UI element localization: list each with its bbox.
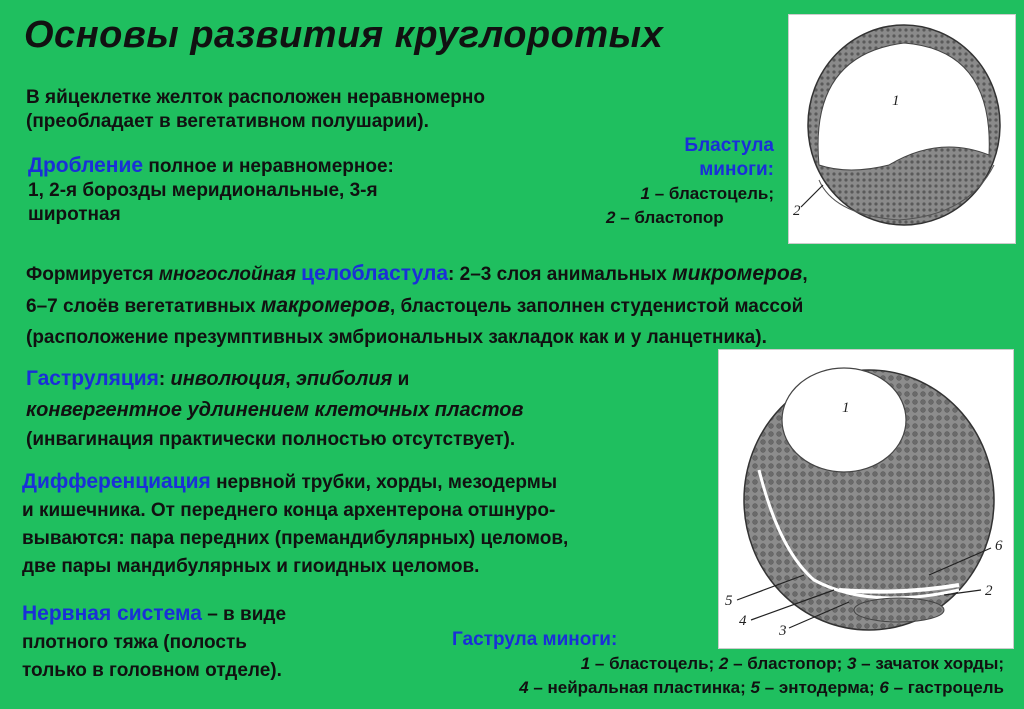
- nervous-line-2: плотного тяжа (полость: [22, 632, 247, 653]
- gc-l1e: 3: [846, 654, 857, 673]
- yolk-paragraph: [26, 86, 485, 134]
- gc-l2e: 6: [879, 678, 889, 697]
- nervous-text-1: – в виде: [201, 604, 287, 625]
- gastrulation-term: Гаструляция: [26, 367, 159, 390]
- gastr-text-4: эпиболия: [295, 368, 393, 390]
- coelo-text-2: многослойная: [158, 264, 296, 285]
- nervous-term: Нервная система: [22, 602, 202, 625]
- gc-l1a: 1: [580, 654, 591, 673]
- page-title: Основы развития круглоротых: [24, 14, 664, 56]
- gastrula-label-2: 2: [985, 583, 993, 599]
- nervous-paragraph: [22, 600, 286, 685]
- gastr-text-3: ,: [285, 369, 296, 390]
- blastula-drawing: [789, 15, 1015, 243]
- blastula-caption-num-2: 2: [606, 208, 616, 227]
- coelo-line2-b: макромеров: [260, 294, 390, 317]
- blastula-caption-text-2: – бластопор: [615, 208, 724, 227]
- blastula-figure: [788, 14, 1016, 244]
- gc-l2b: – нейральная пластинка;: [528, 678, 751, 697]
- blastula-caption: [596, 134, 774, 230]
- cleavage-line-2: 1, 2-я борозды меридиональные, 3-я: [28, 180, 378, 201]
- blastula-label-1: 1: [892, 93, 900, 109]
- gastr-line-3: (инвагинация практически полностью отсутствует).: [26, 429, 516, 450]
- diff-line-3: вываются: пара передних (премандибулярных) целомов,: [22, 528, 569, 549]
- blastula-label-2: 2: [793, 203, 801, 219]
- gc-l2a: 4: [519, 678, 529, 697]
- gastr-text-1: :: [158, 369, 171, 390]
- yolk-line-2: (преобладает в вегетативном полушарии).: [26, 111, 429, 132]
- coelo-line2-a: 6–7 слоёв вегетативных: [26, 296, 261, 317]
- gc-l2f: – гастроцель: [888, 678, 1004, 697]
- diff-text-1: нервной трубки, хорды, мезодермы: [210, 472, 558, 493]
- gastrula-label-1: 1: [842, 400, 850, 416]
- coelo-text-4: : 2–3 слоя анимальных: [448, 264, 673, 285]
- differentiation-paragraph: [22, 468, 568, 581]
- coelo-line-3: (расположение презумптивных эмбриональных закладок как и у ланцетника).: [26, 327, 767, 348]
- gastrula-label-3: 3: [779, 623, 787, 639]
- gastr-line-2: конвергентное удлинением клеточных пластов: [26, 399, 524, 421]
- coelo-text-6: ,: [802, 264, 808, 285]
- gastrulation-paragraph: [26, 364, 524, 455]
- diff-line-2: и кишечника. От переднего конца архентерона отшнуро-: [22, 500, 556, 521]
- coelo-text-1: Формируется: [26, 264, 159, 285]
- nervous-line-3: только в головном отделе).: [22, 660, 282, 681]
- coelo-text-5: микромеров: [672, 262, 803, 285]
- gc-l2d: – энтодерма;: [759, 678, 880, 697]
- coeloblastula-paragraph: [26, 258, 1006, 353]
- blastula-caption-text-1: – бластоцель;: [650, 184, 774, 203]
- gc-l1f: – зачаток хорды;: [856, 654, 1004, 673]
- gc-l2c: 5: [750, 678, 760, 697]
- blastula-caption-title-2: миноги:: [699, 159, 774, 180]
- blastula-caption-num-1: 1: [640, 184, 650, 203]
- gc-l1c: 2: [718, 654, 729, 673]
- gc-l1d: – бластопор;: [728, 654, 847, 673]
- gastr-text-2: инволюция: [170, 368, 286, 390]
- gastrula-label-5: 5: [725, 593, 733, 609]
- coelo-line2-c: , бластоцель заполнен студенистой массой: [389, 296, 804, 317]
- cleavage-text: полное и неравномерное:: [143, 156, 394, 177]
- blastula-caption-title-1: Бластула: [684, 135, 774, 156]
- coeloblastula-term: целобластула: [301, 262, 449, 285]
- diff-line-4: две пары мандибулярных и гиоидных целомов.: [22, 556, 480, 577]
- gastrula-label-4: 4: [739, 613, 747, 629]
- differentiation-term: Дифференциация: [22, 470, 211, 493]
- blastula-arrow: [801, 185, 823, 207]
- gastrula-figure: [718, 349, 1014, 649]
- gastr-text-5: и: [392, 369, 410, 390]
- yolk-line-1: В яйцеклетке желток расположен неравномерно: [26, 87, 485, 108]
- gastrula-label-6: 6: [995, 538, 1003, 554]
- gastrula-caption-title: Гаструла миноги:: [452, 629, 618, 650]
- cleavage-line-3: широтная: [28, 204, 121, 225]
- gc-l1b: – бластоцель;: [590, 654, 719, 673]
- cleavage-term: Дробление: [28, 154, 144, 177]
- cleavage-paragraph: [28, 154, 394, 227]
- gastrula-drawing: [719, 350, 1013, 648]
- gastrula-caption: [380, 628, 1004, 700]
